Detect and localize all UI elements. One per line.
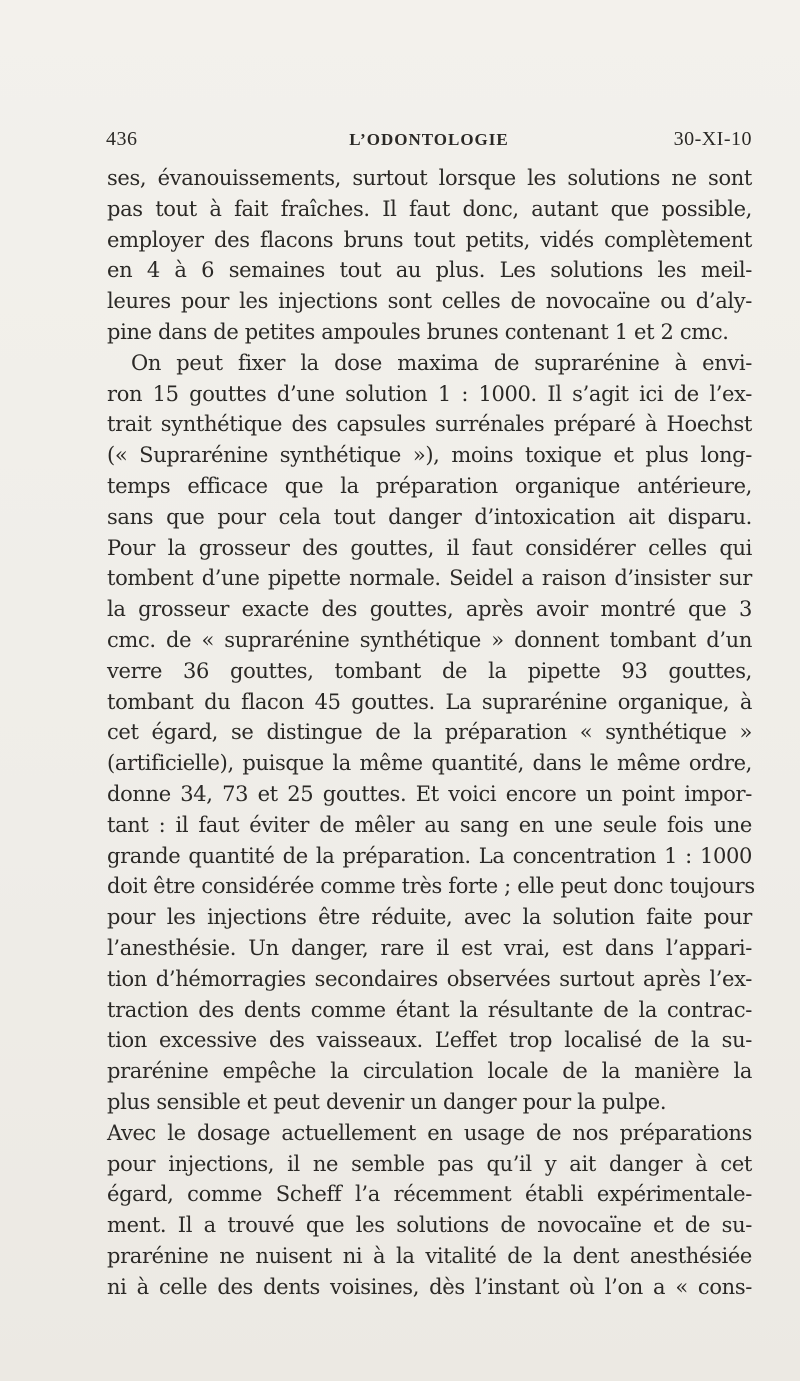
text-line: cet égard, se distingue de la préparation « synthétique »	[107, 720, 752, 745]
text-line: tion excessive des vaisseaux. L’effet trop localisé de la su-	[107, 1028, 752, 1053]
text-line: donne 34, 73 et 25 gouttes. Et voici encore un point impor-	[107, 781, 752, 806]
text-line: tion d’hémorragies secondaires observées surtout après l’ex-	[107, 966, 752, 991]
text-line: prarénine empêche la circulation locale de la manière la	[107, 1059, 752, 1084]
text-line: tombent d’une pipette normale. Seidel a raison d’insister sur	[107, 566, 752, 591]
text-line: temps efficace que la préparation organique antérieure,	[107, 473, 752, 498]
page-number: 436	[106, 128, 138, 150]
text-line: en 4 à 6 semaines tout au plus. Les solutions les meil-	[107, 258, 752, 283]
text-line: pas tout à fait fraîches. Il faut donc, autant que possible,	[107, 196, 752, 221]
text-line: pour injections, il ne semble pas qu’il y ait danger à cet	[107, 1151, 752, 1176]
text-line: ron 15 gouttes d’une solution 1 : 1000. Il s’agit ici de l’ex-	[107, 381, 752, 406]
text-line: tombant du flacon 45 gouttes. La suprarénine organique, à	[107, 689, 752, 714]
text-line: Avec le dosage actuellement en usage de nos préparations	[107, 1120, 752, 1145]
body-text	[107, 163, 755, 1302]
text-line: leures pour les injections sont celles de novocaïne ou d’aly-	[107, 289, 752, 314]
text-line: ni à celle des dents voisines, dès l’instant où l’on a « cons-	[107, 1274, 752, 1299]
running-head	[106, 128, 752, 158]
text-line: Pour la grosseur des gouttes, il faut considérer celles qui	[107, 535, 752, 560]
text-line: employer des flacons bruns tout petits, vidés complètement	[107, 227, 752, 252]
issue-date: 30-XI-10	[673, 128, 752, 150]
text-line: doit être considérée comme très forte ; elle peut donc toujours	[107, 874, 755, 899]
text-line: pine dans de petites ampoules brunes contenant 1 et 2 cmc.	[107, 319, 729, 344]
text-line: On peut fixer la dose maxima de suprarénine à envi-	[131, 350, 752, 375]
text-line: verre 36 gouttes, tombant de la pipette 93 gouttes,	[107, 658, 752, 683]
text-line: traction des dents comme étant la résultante de la contrac-	[107, 997, 752, 1022]
text-line: trait synthétique des capsules surrénales préparé à Hoechst	[107, 412, 752, 437]
text-line: égard, comme Scheff l’a récemment établi expérimentale-	[107, 1182, 752, 1207]
text-line: prarénine ne nuisent ni à la vitalité de la dent anesthésiée	[107, 1243, 752, 1268]
text-line: cmc. de « suprarénine synthétique » donnent tombant d’un	[107, 627, 752, 652]
text-line: ses, évanouissements, surtout lorsque les solutions ne sont	[107, 166, 752, 190]
journal-title: L’ODONTOLOGIE	[349, 130, 509, 149]
text-line: l’anesthésie. Un danger, rare il est vrai, est dans l’appari-	[107, 935, 752, 960]
text-line: grande quantité de la préparation. La concentration 1 : 1000	[107, 843, 752, 868]
text-line: pour les injections être réduite, avec la solution faite pour	[107, 905, 752, 930]
text-line: ment. Il a trouvé que les solutions de novocaïne et de su-	[107, 1213, 752, 1238]
text-line: plus sensible et peut devenir un danger pour la pulpe.	[107, 1089, 667, 1114]
text-line: (artificielle), puisque la même quantité, dans le même ordre,	[107, 751, 752, 776]
text-line: tant : il faut éviter de mêler au sang en une seule fois une	[107, 812, 752, 837]
text-line: la grosseur exacte des gouttes, après avoir montré que 3	[107, 597, 752, 622]
text-line: sans que pour cela tout danger d’intoxication ait disparu.	[107, 504, 752, 529]
text-line: (« Suprarénine synthétique »), moins toxique et plus long-	[107, 443, 752, 468]
